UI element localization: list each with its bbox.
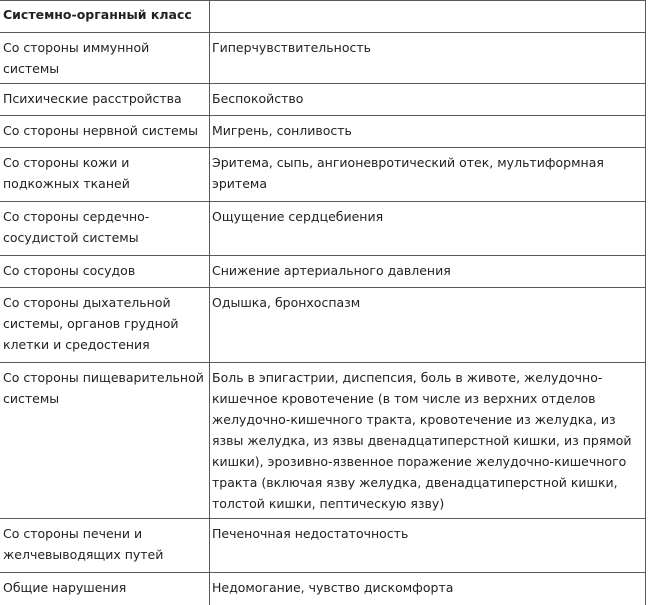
organ-class-cell: Со стороны печени и желчевыводящих путей [1,519,210,573]
organ-class-cell: Со стороны пищеварительной системы [1,363,210,519]
reaction-cell: Эритема, сыпь, ангионевротический отек, мультиформная эритема [210,148,646,202]
reaction-cell: Мигрень, сонливость [210,116,646,148]
organ-class-cell: Со стороны иммунной системы [1,33,210,84]
table-row [1,116,646,148]
table-row [1,288,646,363]
organ-class-cell: Психические расстройства [1,84,210,116]
reaction-cell: Беспокойство [210,84,646,116]
reaction-cell: Одышка, бронхоспазм [210,288,646,363]
table-row [1,202,646,256]
table-row [1,363,646,519]
table-row [1,84,646,116]
reaction-cell: Печеночная недостаточность [210,519,646,573]
organ-class-cell: Со стороны дыхательной системы, органов грудной клетки и средостения [1,288,210,363]
table-row [1,519,646,573]
reaction-cell: Боль в эпигастрии, диспепсия, боль в животе, желудочно-кишечное кровотечение (в том числе из верхних отделов желудочно-кишечного тракта, кровотечение из желудка, из язвы желудка, из язвы двенадцатиперстной кишки, из прямой кишки), эрозивно-язвенное поражение желудочно-кишечного тракта (включая язву желудка, двенадцатиперстной кишки, толстой кишки, пептическую язву) [210,363,646,519]
header-reaction [210,1,646,33]
header-organ-class: Системно-органный класс [1,1,210,33]
reaction-cell: Снижение артериального давления [210,256,646,288]
reaction-cell: Ощущение сердцебиения [210,202,646,256]
table-row [1,573,646,605]
organ-class-cell: Со стороны сосудов [1,256,210,288]
table-row [1,256,646,288]
reaction-cell: Гиперчувствительность [210,33,646,84]
table-row [1,148,646,202]
table-row [1,33,646,84]
organ-class-cell: Со стороны сердечно-сосудистой системы [1,202,210,256]
organ-class-cell: Общие нарушения [1,573,210,605]
organ-class-cell: Со стороны кожи и подкожных тканей [1,148,210,202]
reaction-cell: Недомогание, чувство дискомфорта [210,573,646,605]
table-header-row [1,1,646,33]
organ-class-cell: Со стороны нервной системы [1,116,210,148]
